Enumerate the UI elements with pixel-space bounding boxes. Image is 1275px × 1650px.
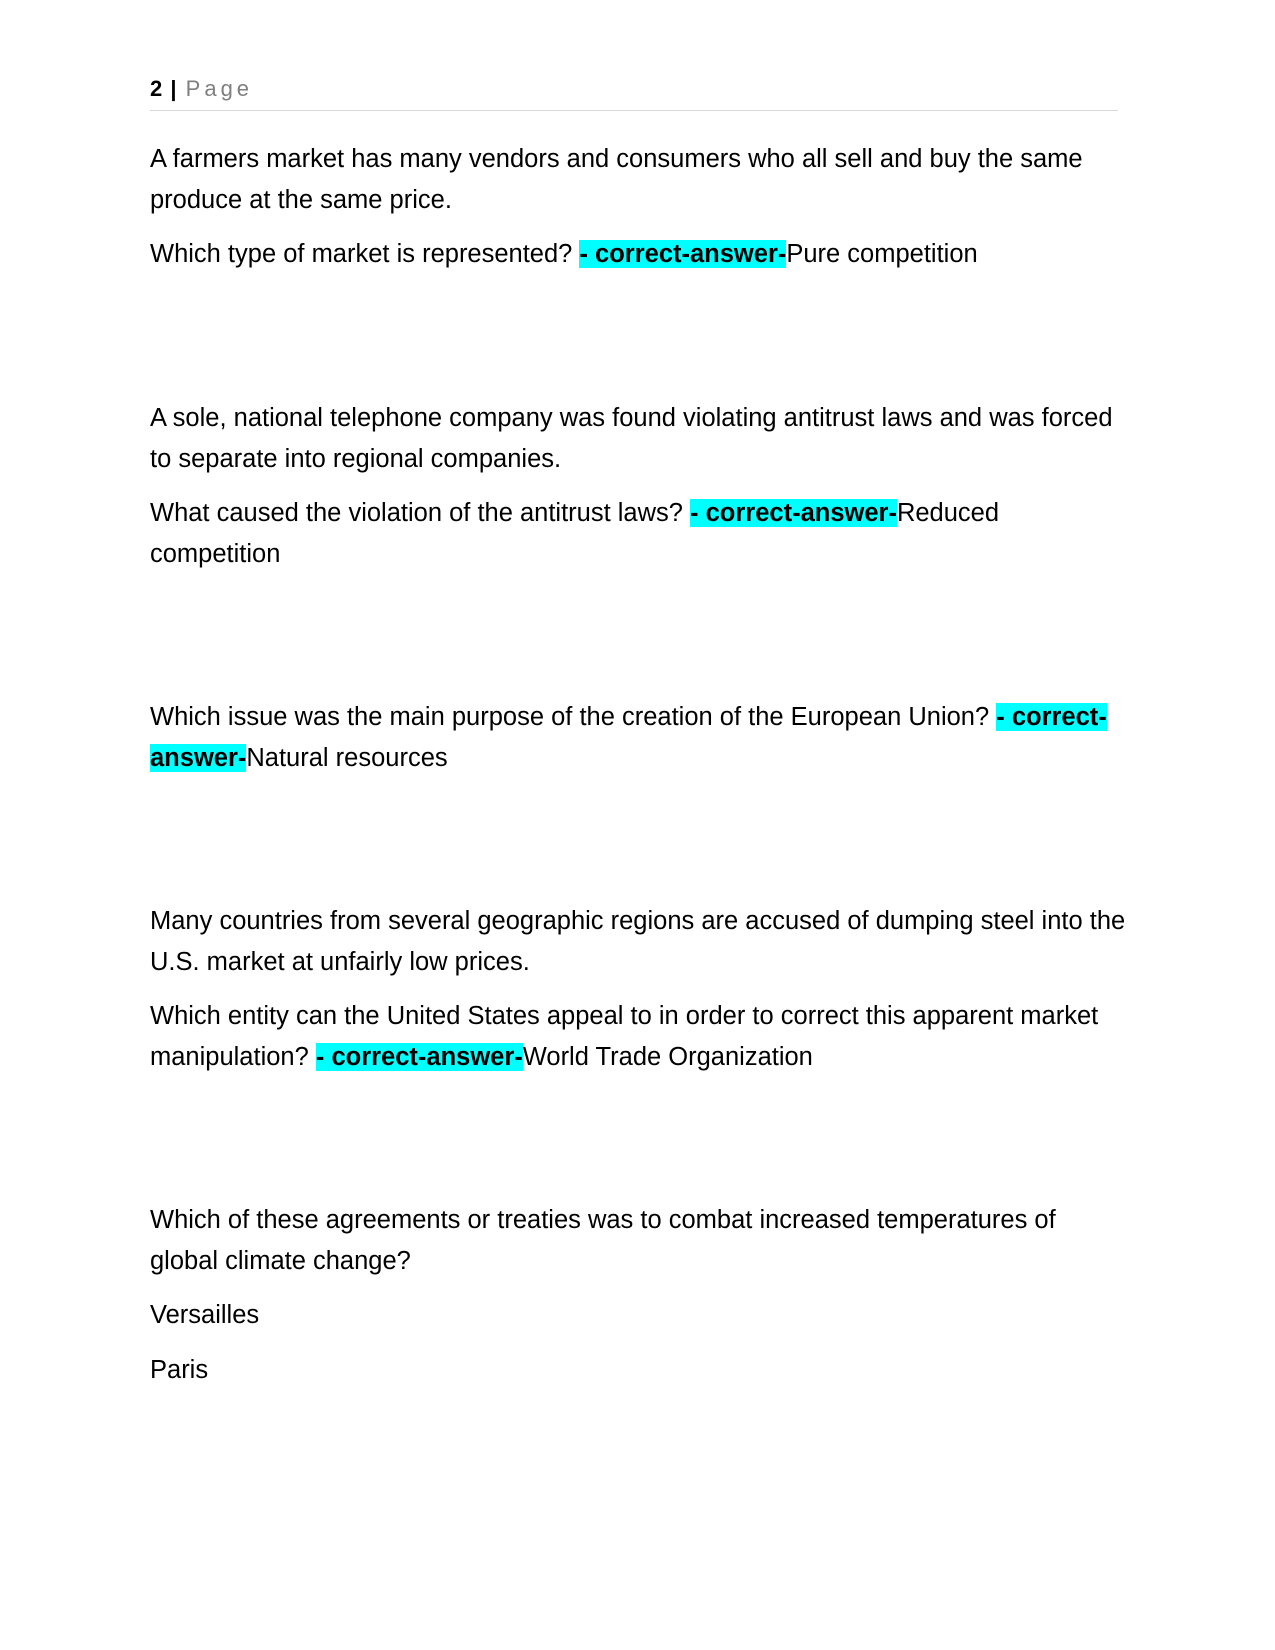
q2-question: What caused the violation of the antitrust laws? [150, 499, 691, 527]
q2-scenario: A sole, national telephone company was found violating antitrust laws and was forced to separate into regional companies. [150, 404, 1113, 473]
page-header [150, 76, 1118, 111]
q1-answer: Pure competition [786, 240, 978, 268]
q5-question: Which of these agreements or treaties was to combat increased temperatures of global climate change? [150, 1206, 1056, 1275]
q1-question: Which type of market is represented? [150, 240, 580, 268]
q1-question-line [150, 234, 1130, 275]
q3-answer-marker: - correct-answer- [150, 703, 1107, 772]
page-number: 2 [150, 76, 163, 101]
q4-scenario: Many countries from several geographic regions are accused of dumping steel into the U.S. market at unfairly low prices. [150, 907, 1126, 976]
q3-question: Which issue was the main purpose of the creation of the European Union? [150, 703, 997, 731]
q3-answer: Natural resources [246, 744, 448, 772]
q2-answer: Reduced competition [150, 499, 1000, 568]
q4-question: Which entity can the United States appeal to in order to correct this apparent market manipulation? [150, 1002, 1099, 1071]
page-label: Page [185, 76, 254, 101]
header-separator: | [170, 76, 177, 101]
q4-answer: World Trade Organization [522, 1043, 813, 1071]
q1-scenario: A farmers market has many vendors and consumers who all sell and buy the same produce at the same price. [150, 145, 1083, 214]
q2-question-line [150, 493, 1130, 575]
q5-option: Versailles [150, 1301, 260, 1329]
q2-answer-marker: - correct-answer- [690, 499, 897, 527]
q3-question-line [150, 697, 1130, 779]
q4-question-line [150, 996, 1130, 1078]
q5-option: Paris [150, 1356, 209, 1384]
q4-answer-marker: - correct-answer- [315, 1043, 523, 1071]
q1-answer-marker: - correct-answer- [579, 240, 787, 268]
